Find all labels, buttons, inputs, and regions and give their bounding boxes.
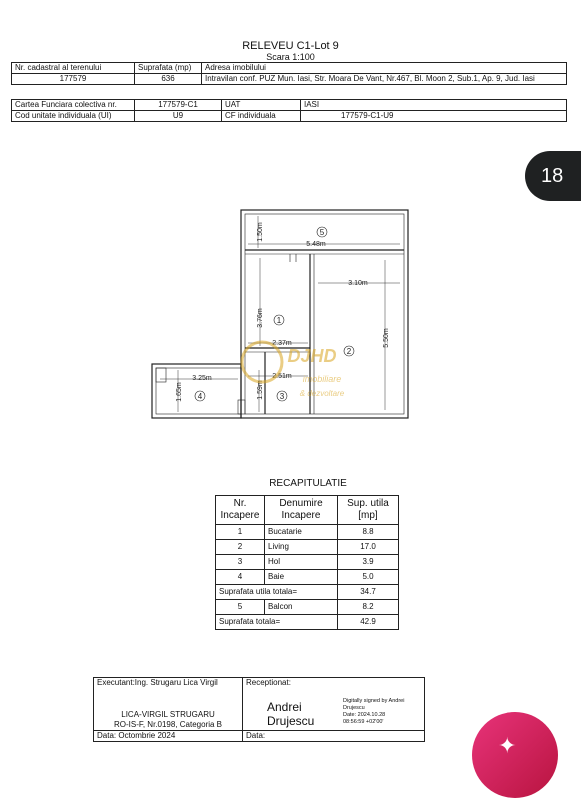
- room-number-hall: 3: [279, 392, 285, 401]
- dim-balcony-depth: 1.50m: [257, 222, 264, 242]
- receptionat-label: Receptionat:: [246, 678, 291, 687]
- dim-hall-height: 1.59m: [257, 380, 264, 400]
- digital-signature-date: Date: 2024.10.28: [343, 712, 386, 718]
- ui-value: U9: [135, 111, 222, 122]
- uat-label: UAT: [222, 100, 301, 111]
- recap-header-area: Sup. utila [mp]: [338, 496, 399, 525]
- scale-label: Scara 1:100: [266, 52, 315, 62]
- cfi-label: CF individuala: [222, 111, 301, 122]
- page-number-badge: 18: [525, 151, 581, 201]
- ui-label: Cod unitate individuala (UI): [12, 111, 135, 122]
- receptionat-cell: [243, 678, 425, 731]
- table-row: 3 Hol 3.9: [216, 555, 399, 570]
- dim-kitchen-height: 3.76m: [257, 308, 264, 328]
- uat-value: IASI: [301, 100, 567, 111]
- document-title: RELEVEU C1-Lot 9: [242, 40, 339, 52]
- cf-label: Cartea Funciara colectiva nr.: [12, 100, 135, 111]
- balcony-row: 5 Balcon 8.2: [216, 600, 399, 615]
- cadastral-header: Nr. cadastral al terenului: [12, 63, 135, 74]
- signer-last-name: Drujescu: [267, 714, 315, 728]
- chat-sparkle-icon[interactable]: ✦: [498, 733, 517, 758]
- recap-header-nr: Nr. Incapere: [216, 496, 265, 525]
- grand-total-row: Suprafata totala= 42.9: [216, 615, 399, 630]
- table-row: 1 Bucatarie 8.8: [216, 525, 399, 540]
- recap-table: [215, 495, 399, 630]
- engineer-name: LICA-VIRGIL STRUGARU: [121, 710, 215, 719]
- dim-hall-width: 2.51m: [272, 373, 292, 380]
- address-header: Adresa imobilului: [202, 63, 567, 74]
- executant-label: Executant:Ing. Strugaru Lica Virgil: [97, 678, 218, 687]
- engineer-license: RO-IS-F, Nr.0198, Categoria B: [113, 720, 223, 729]
- cf-value: 177579-C1: [135, 100, 222, 111]
- surface-value: 636: [135, 74, 202, 85]
- bathroom-wall: [152, 364, 241, 418]
- executant-cell: [94, 678, 243, 731]
- table-row: 4 Baie 5.0: [216, 570, 399, 585]
- digital-signature-time: 08:56:59 +02'00': [343, 719, 384, 725]
- dim-bath-width: 3.25m: [192, 375, 212, 382]
- room-number-living: 2: [346, 347, 352, 356]
- recap-header-name: Denumire Incapere: [265, 496, 338, 525]
- recap-title: RECAPITULATIE: [269, 478, 347, 489]
- table-row: 2 Living 17.0: [216, 540, 399, 555]
- dim-living-height: 5.50m: [383, 328, 390, 348]
- useful-total-row: Suprafata utila totala= 34.7: [216, 585, 399, 600]
- room-number-kitchen: 1: [276, 316, 282, 325]
- svg-text:& dezvoltare: & dezvoltare: [299, 389, 345, 398]
- signature-block: [93, 677, 425, 742]
- watermark-text: DJHD: [287, 346, 337, 366]
- room-number-bathroom: 4: [197, 392, 203, 401]
- signer-first-name: Andrei: [267, 700, 302, 714]
- dim-living-width: 3.10m: [348, 280, 368, 287]
- cadastral-value: 177579: [12, 74, 135, 85]
- dim-bath-height: 1.65m: [176, 382, 183, 402]
- address-value: Intravilan conf. PUZ Mun. Iasi, Str. Moara De Vant, Nr.467, Bl. Moon 2, Sub.1, Ap. 9, Jud. Iasi: [202, 74, 567, 85]
- digital-signature-note: Digitally signed by Andrei Drujescu: [343, 698, 405, 711]
- dim-balcony-width: 5.48m: [306, 241, 326, 248]
- date-left: Data: Octombrie 2024: [94, 731, 243, 742]
- surface-header: Suprafata (mp): [135, 63, 202, 74]
- date-right: Data:: [243, 731, 425, 742]
- dim-kitchen-width: 2.37m: [272, 340, 292, 347]
- room-number-balcony: 5: [319, 228, 325, 237]
- svg-text:imobiliare: imobiliare: [302, 374, 342, 384]
- cfi-value: 177579-C1-U9: [301, 111, 567, 122]
